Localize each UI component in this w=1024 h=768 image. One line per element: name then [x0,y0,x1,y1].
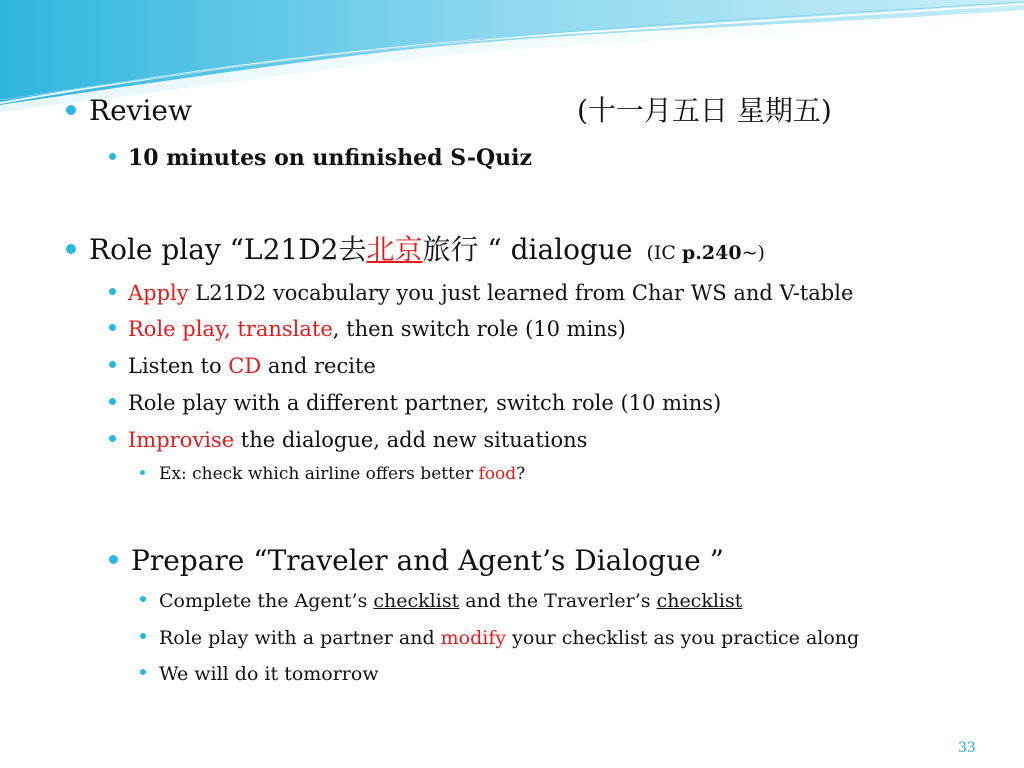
prepare-item-2: Role play with a partner and modify your checklist as you practice along [140,629,859,648]
review-label: Review [89,94,192,127]
bullet-dot-icon [109,153,116,160]
prepare-title: Prepare “Traveler and Agent’s Dialogue ” [131,544,724,577]
roleplay-item-1: Apply L21D2 vocabulary you just learned from Char WS and V-table [109,283,853,304]
date-label: (十一月五日 星期五) [577,94,832,127]
roleplay-prefix: Role play “L21D2去 [89,233,367,266]
review-sub-text: 10 minutes on unfinished S-Quiz [128,145,533,171]
bullet-prepare [109,544,724,577]
bullet-dot-icon [109,435,116,442]
bullet-dot-icon [140,669,146,675]
bullet-dot-icon [140,596,146,602]
bullet-dot-icon [140,633,146,639]
bullet-dot-icon [140,470,145,475]
roleplay-item-4: Role play with a different partner, switch role (10 mins) [109,393,721,414]
bullet-dot-icon [66,105,76,115]
prepare-item-1: Complete the Agent’s checklist and the Traverler’s checklist [140,592,742,611]
bullet-dot-icon [109,398,116,405]
roleplay-suffix: 旅行 “ dialogue [422,233,633,266]
roleplay-item-2: Role play, translate, then switch role (10 mins) [109,319,626,340]
slide-number: 33 [958,740,976,756]
bullet-dot-icon [109,555,118,564]
bullet-roleplay [66,233,765,266]
bullet-review-sub [109,147,532,169]
bullet-dot-icon [109,361,116,368]
bullet-dot-icon [109,288,116,295]
prepare-item-3: We will do it tomorrow [140,665,379,684]
roleplay-highlight: 北京 [366,233,423,266]
roleplay-item-3: Listen to CD and recite [109,356,376,377]
ic-reference: (IC p.240~) [646,242,765,264]
bullet-dot-icon [109,324,116,331]
bullet-dot-icon [66,244,76,254]
roleplay-item-5: Improvise the dialogue, add new situations [109,430,587,451]
bullet-review [66,94,192,127]
roleplay-example: Ex: check which airline offers better food? [140,466,525,483]
